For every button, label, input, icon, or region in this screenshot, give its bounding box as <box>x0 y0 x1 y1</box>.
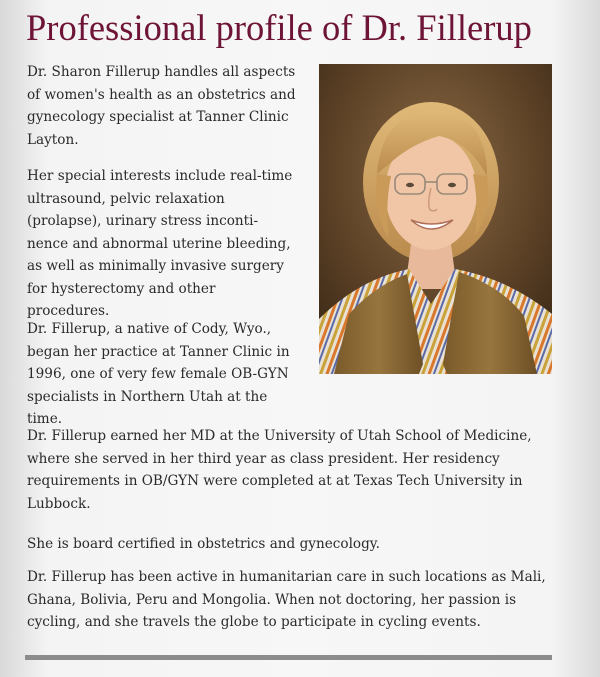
bottom-divider <box>25 655 552 660</box>
paragraph-practice: Dr. Fillerup, a native of Cody, Wyo., began her practice at Tanner Clinic in 1996, one of very few female OB-GYN specialists in Northern Utah at the time. <box>27 321 290 427</box>
doctor-portrait-photo <box>319 64 552 374</box>
paragraph-education: Dr. Fillerup earned her MD at the University of Utah School of Medicine, where she served in her third year as class president. Her residency requirements in OB/GYN were completed at at Texas Tech University in Lubbock. <box>27 428 532 512</box>
page-title: Professional profile of Dr. Fillerup <box>26 7 532 48</box>
paragraph-intro: Dr. Sharon Fillerup handles all aspects of women's health as an obstetrics and gynecology specialist at Tanner Clinic Layton. <box>27 64 296 148</box>
paragraph-humanitarian: Dr. Fillerup has been active in humanitarian care in such locations as Mali, Ghana, Bolivia, Peru and Mongolia. When not doctoring, her passion is cycling, and she travels the globe to participate in cycling events. <box>27 569 546 630</box>
paragraph-certification: She is board certified in obstetrics and gynecology. <box>27 536 380 552</box>
paragraph-interests: Her special interests include real-time ultrasound, pelvic relaxation (prolapse), urinary stress inconti- nence and abnormal uterine bleeding, as well as minimally invasive surgery for hysterectomy and other procedures. <box>27 168 293 319</box>
portrait-illustration <box>319 64 552 374</box>
